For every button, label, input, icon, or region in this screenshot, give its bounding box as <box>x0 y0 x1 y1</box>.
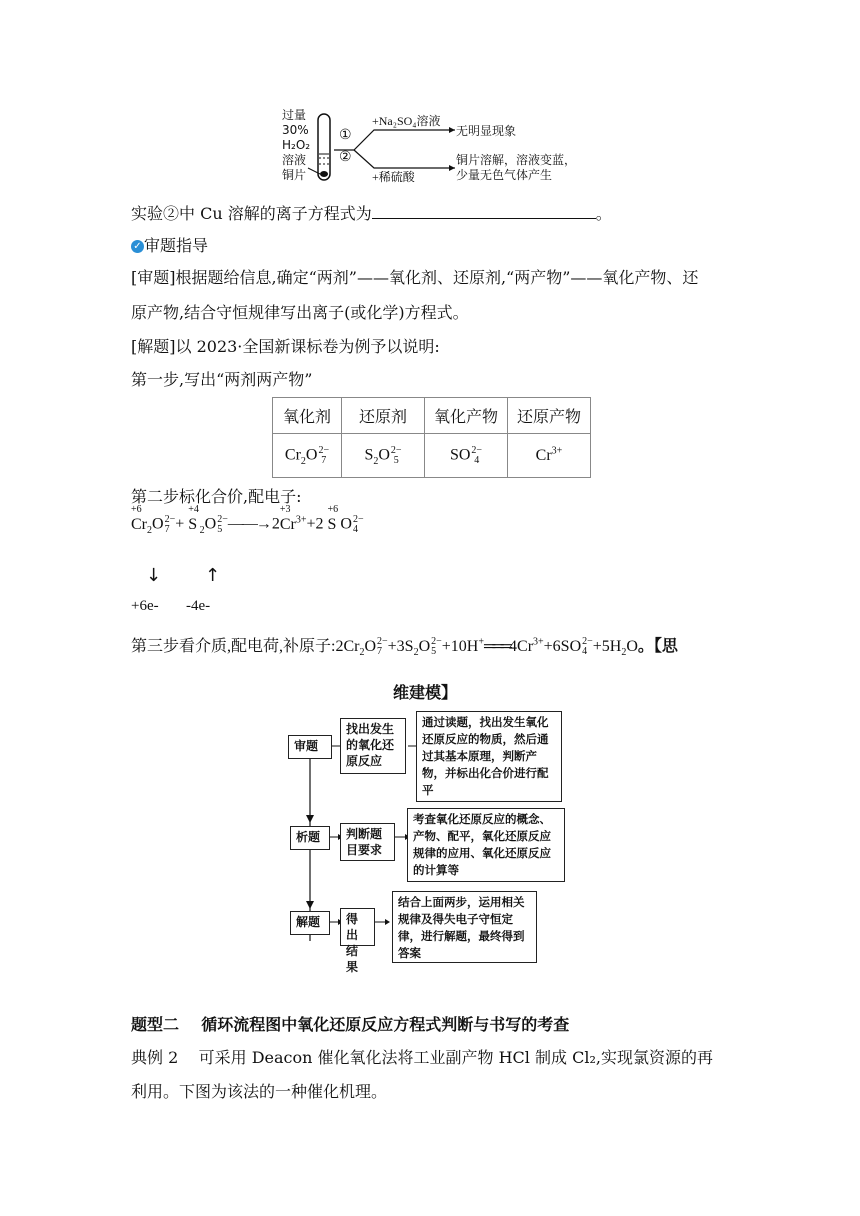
branch-2-label: ② <box>339 149 352 165</box>
shenti-text-2: 原产物,结合守恒规律写出离子(或化学)方程式。 <box>131 303 469 322</box>
flow-find-reaction-detail: 通过读题，找出发生氧化还原反应的物质，然后通过其基本原理，判断产物，并标出化合价进行配平 <box>416 711 562 802</box>
table-header-ox-product: 氧化产物 <box>425 398 508 434</box>
jieti-text: 以 2023·全国新课标卷为例予以说明: <box>175 337 440 356</box>
reagent-1: +Na₂SO₄溶液 <box>372 114 441 128</box>
result-2-line1: 铜片溶解，溶液变蓝， <box>456 153 577 167</box>
flow-judge-requirement: 判断题目要求 <box>340 823 395 861</box>
flow-step-jieti: 解题 <box>290 911 330 935</box>
step3-prefix: 第三步看介质,配电荷,补原子: <box>131 638 336 655</box>
flow-get-result-detail: 结合上面两步，运用相关规律及得失电子守恒定律，进行解题，最终得到答案 <box>392 891 537 963</box>
question-end: 。 <box>595 204 612 223</box>
question-text: 实验②中 Cu 溶解的离子方程式为 <box>131 204 372 223</box>
answer-blank[interactable] <box>372 202 596 219</box>
question-line <box>131 202 612 225</box>
table-cell-so4: SO 2− 4 <box>425 434 508 478</box>
example-line-1: 典例 2 可采用 Deacon 催化氧化法将工业副产物 HCl 制成 Cl₂,实现氯资源的再 <box>131 1048 713 1067</box>
up-arrow: ↑ <box>205 565 221 586</box>
check-icon: ✓ <box>131 240 144 253</box>
jieti-line <box>131 336 440 358</box>
result-1: 无明显现象 <box>456 124 517 138</box>
label-percent: 30% <box>282 123 309 137</box>
flow-judge-detail: 考查氧化还原反应的概念、产物、配平，氧化还原反应规律的应用、氧化还原反应的计算等 <box>407 808 565 882</box>
table-header-oxidant: 氧化剂 <box>273 398 342 434</box>
section-title: 题型二 循环流程图中氧化还原反应方程式判断与书写的考查 <box>131 1015 570 1034</box>
model-title: 维建模】 <box>393 683 458 702</box>
down-arrow: ↓ <box>146 565 162 586</box>
valence-equation: Cr +6 $_2$O 2− 7 + S +4 $_2$O 2− 5 ——→2Cr +3 $^{3+}$+2 S +6 O 2− 4 <box>131 503 364 536</box>
table-header-red-product: 还原产物 <box>508 398 591 434</box>
step2-line: 第二步标化合价,配电子: <box>131 487 302 506</box>
shenti-line-1 <box>131 267 698 289</box>
jieti-label: [解题] <box>131 337 176 356</box>
flow-step-xiti: 析题 <box>290 826 330 850</box>
table-cell-cr3: $Cr^{3+}$ <box>508 434 591 478</box>
guide-heading <box>131 235 208 257</box>
label-copper: 铜片 <box>282 168 307 182</box>
table-cell-s2o5: $S_2O$ 2− 5 <box>342 434 425 478</box>
step3-suffix: 。【思 <box>637 638 678 655</box>
electron-gain: +6e- <box>131 598 159 614</box>
label-h2o2: H₂O₂ <box>282 138 311 152</box>
label-solution: 溶液 <box>282 153 307 167</box>
guide-heading-text: 审题指导 <box>144 236 209 255</box>
step1-line: 第一步,写出“两剂两产物” <box>131 370 313 389</box>
table-header-reductant: 还原剂 <box>342 398 425 434</box>
reagent-2: +稀硫酸 <box>372 170 415 184</box>
electron-loss: -4e- <box>186 598 211 614</box>
flow-step-shenti: 审题 <box>288 735 332 759</box>
agents-table <box>272 397 591 478</box>
flow-get-result: 得出结果 <box>340 908 375 946</box>
example-line-2: 利用。下图为该法的一种催化机理。 <box>131 1082 388 1101</box>
label-guoliang: 过量 <box>282 108 307 122</box>
shenti-text-1: 根据题给信息,确定“两剂”——氧化剂、还原剂,“两产物”——氧化产物、还 <box>175 268 699 287</box>
shenti-line-2 <box>131 302 469 324</box>
table-cell-cr2o7: $Cr_2O$ 2− 7 <box>273 434 342 478</box>
step3-line: 第三步看介质,配电荷,补原子$:2Cr_2O$ 2− 7 $+3S_2O$ 2− 5 $+10H^+═══4Cr^{3+}+6SO$ 2− 4 $+5H_2O$。【思 <box>131 636 678 659</box>
result-2-line2: 少量无色气体产生 <box>456 168 553 182</box>
branch-1-label: ① <box>339 127 352 143</box>
flow-find-reaction: 找出发生的氧化还原反应 <box>340 718 406 774</box>
shenti-label: [审题] <box>131 268 176 287</box>
